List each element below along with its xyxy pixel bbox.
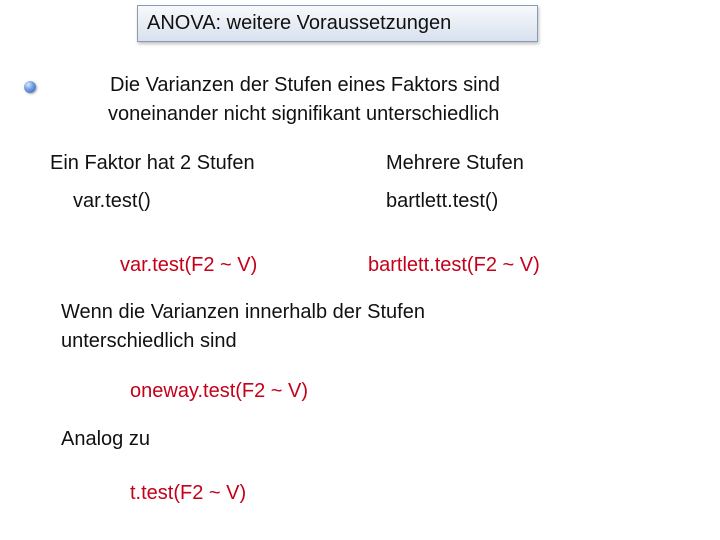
bullet-icon xyxy=(24,81,36,93)
slide-title-box xyxy=(137,5,538,42)
left-column-example: var.test(F2 ~ V) xyxy=(120,254,258,276)
analog-label: Analog zu xyxy=(61,428,150,450)
unequal-variance-line-2: unterschiedlich sind xyxy=(61,330,237,352)
oneway-test-example: oneway.test(F2 ~ V) xyxy=(130,380,309,402)
slide-title: ANOVA: weitere Voraussetzungen xyxy=(147,12,452,34)
intro-line-1: Die Varianzen der Stufen eines Faktors sind xyxy=(110,74,500,96)
right-column-example: bartlett.test(F2 ~ V) xyxy=(368,254,540,276)
unequal-variance-line-1: Wenn die Varianzen innerhalb der Stufen xyxy=(61,301,425,323)
left-column-function: var.test() xyxy=(73,190,151,212)
right-column-heading: Mehrere Stufen xyxy=(386,152,524,174)
intro-line-2: voneinander nicht signifikant unterschiedlich xyxy=(108,103,500,125)
left-column-heading: Ein Faktor hat 2 Stufen xyxy=(50,152,255,174)
t-test-example: t.test(F2 ~ V) xyxy=(130,482,247,504)
right-column-function: bartlett.test() xyxy=(386,190,499,212)
